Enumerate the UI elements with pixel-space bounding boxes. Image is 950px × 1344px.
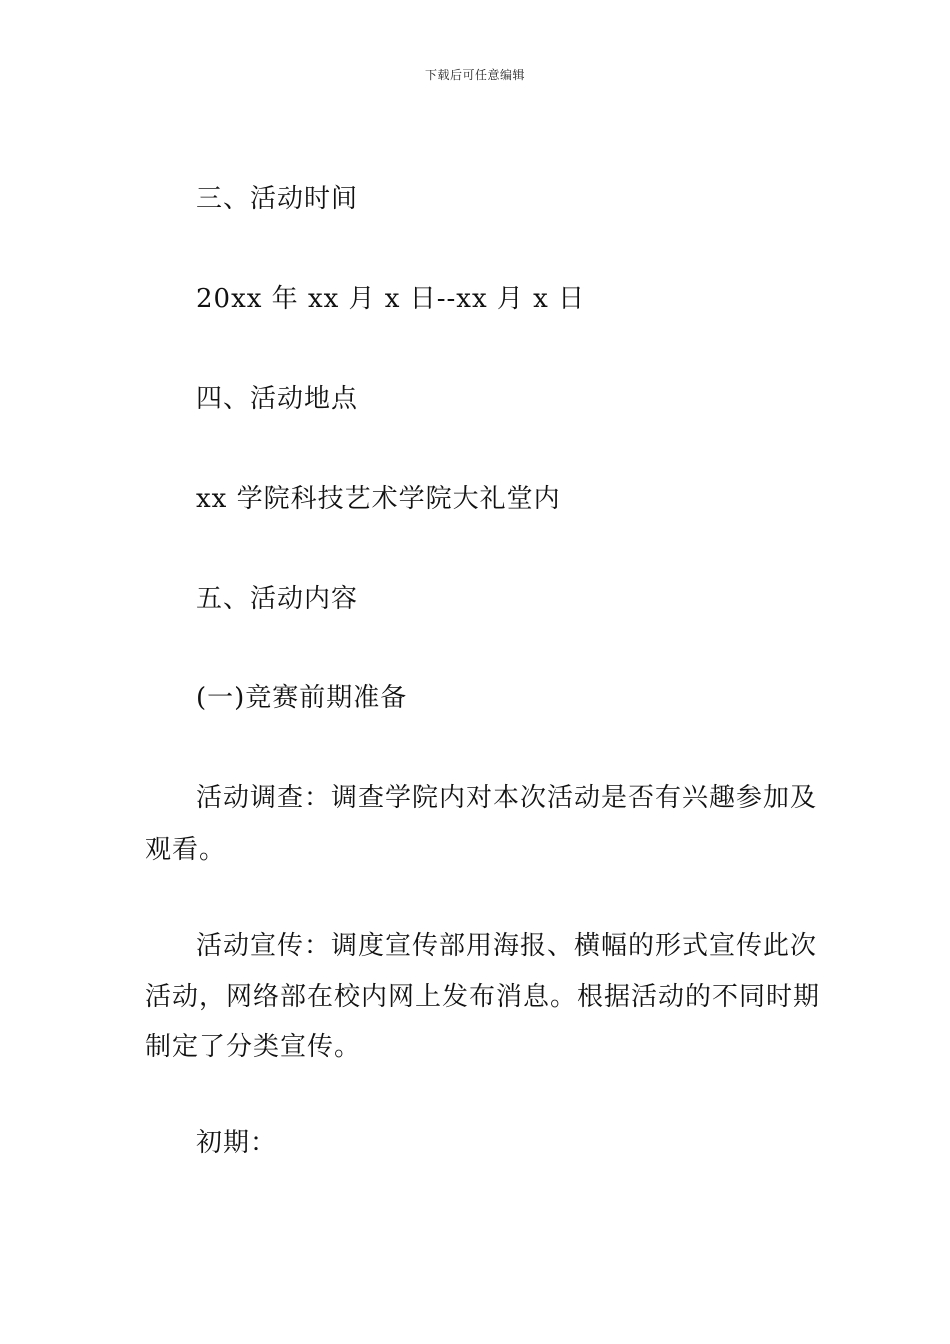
section4-body: xx 学院科技艺术学院大礼堂内: [196, 484, 561, 514]
para-promo-line2: 活动，网络部在校内网上发布消息。根据活动的不同时期: [145, 982, 821, 1012]
para-promo-line3: 制定了分类宣传。: [145, 1032, 362, 1062]
early-label: 初期：: [196, 1128, 278, 1158]
section3-body: 20xx 年 xx 月 x 日--xx 月 x 日: [196, 284, 586, 314]
section5-heading: 五、活动内容: [196, 584, 359, 614]
para-survey-line2: 观看。: [145, 835, 227, 865]
sub1-heading: (一)竞赛前期准备: [196, 683, 408, 713]
para-survey-line1: 活动调查：调查学院内对本次活动是否有兴趣参加及: [196, 783, 818, 813]
para-promo-line1: 活动宣传：调度宣传部用海报、横幅的形式宣传此次: [196, 931, 818, 961]
section3-heading: 三、活动时间: [196, 184, 359, 214]
header-note: 下载后可任意编辑: [424, 68, 525, 82]
section4-heading: 四、活动地点: [196, 384, 359, 414]
